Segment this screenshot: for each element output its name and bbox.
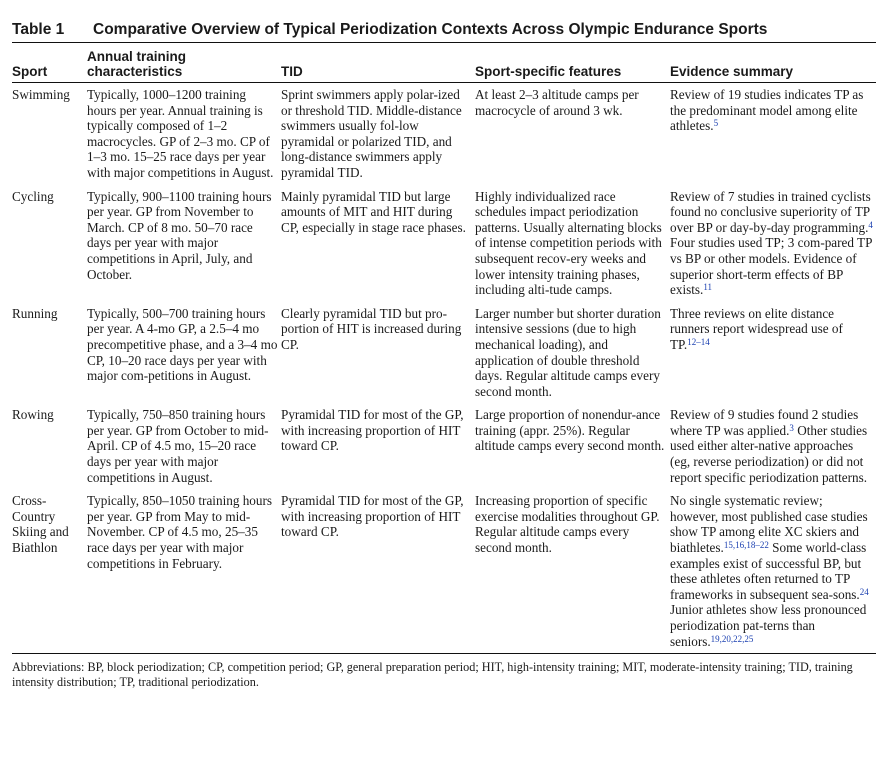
evidence-text: Some world-class examples exist of successful BP, but these athletes often returned to TP frameworks in subsequent sea-sons. xyxy=(670,540,867,602)
reference-link[interactable]: 11 xyxy=(703,282,713,293)
table-body xyxy=(12,83,876,653)
reference-link[interactable]: 12–14 xyxy=(687,336,710,347)
evidence-text: No single systematic review; however, most published case studies show TP among elite XC skiers and biathletes. xyxy=(670,493,868,556)
reference-link[interactable]: 5 xyxy=(713,118,719,129)
reference-link[interactable]: 24 xyxy=(859,586,869,597)
evidence-text: Junior athletes show less pronounced periodization pat-terns than seniors. xyxy=(670,602,867,649)
cell-evidence xyxy=(670,83,876,185)
table-row xyxy=(12,489,876,653)
cell-sport: Swimming xyxy=(12,87,70,102)
cell-tid: Mainly pyramidal TID but large amounts of MIT and HIT during CP, especially in stage race phases. xyxy=(281,188,466,235)
table-row xyxy=(12,185,876,302)
evidence-text: Review of 7 studies in trained cyclists found no conclusive superiority of TP over BP or day-by-day programming. xyxy=(670,188,871,235)
cell-sport: Cycling xyxy=(12,188,54,204)
table-footnote: Abbreviations: BP, block periodization; CP, competition period; GP, general preparation period; HIT, high-intensity training; MIT, moderate-intensity training; TID, training intensity distribution; TP, traditional periodization. xyxy=(12,660,853,690)
cell-evidence xyxy=(670,185,876,302)
cell-features: Increasing proportion of specific exercise modalities throughout GP. Regular altitude camps every second month. xyxy=(475,493,660,556)
cell-features: At least 2–3 altitude camps per macrocycle of around 3 wk. xyxy=(475,87,639,118)
cell-tid: Sprint swimmers apply polar-ized or threshold TID. Middle-distance swimmers usually fol-low pyramidal or polarized TID, and long-distance swimmers apply pyramidal TID. xyxy=(281,87,462,180)
reference-link[interactable]: 4 xyxy=(868,219,873,230)
cell-tid: Clearly pyramidal TID but pro-portion of HIT is increased during CP. xyxy=(281,305,462,352)
reference-link[interactable]: 19,20,22,25 xyxy=(710,633,754,644)
cell-evidence xyxy=(670,489,876,653)
cell-evidence xyxy=(670,403,876,489)
evidence-text: Review of 19 studies indicates TP as the predominant model among elite athletes. xyxy=(670,87,864,134)
cell-evidence xyxy=(670,302,876,404)
cell-tid: Pyramidal TID for most of the GP, with increasing proportion of HIT toward CP. xyxy=(281,407,464,454)
cell-annual: Typically, 900–1100 training hours per year. GP from November to March. CP of 8 mo. 50–70 race days per year with major competitions in April, July, and October. xyxy=(87,188,272,282)
header-sport: Sport xyxy=(12,64,48,79)
header-tid: TID xyxy=(281,64,303,79)
cell-sport: Rowing xyxy=(12,407,54,423)
table-row xyxy=(12,302,876,404)
evidence-text: Three reviews on elite distance runners report widespread use of TP. xyxy=(670,305,843,352)
header-annual: Annual training characteristics xyxy=(87,49,186,79)
table-caption xyxy=(12,18,876,42)
evidence-text: Other studies used either alter-native approaches (eg, reverse periodization) or did not report specific periodization patterns. xyxy=(670,422,868,485)
table-label: Table 1 xyxy=(12,21,65,38)
table-header xyxy=(12,43,876,82)
evidence-text: Review of 9 studies found 2 studies where TP was applied. xyxy=(670,407,859,438)
table-title: Comparative Overview of Typical Periodization Contexts Across Olympic Endurance Sports xyxy=(93,21,768,38)
cell-features: Larger number but shorter duration intensive sessions (due to high mechanical loading), and application of double threshold days. Regular altitude camps every second month. xyxy=(475,305,661,399)
cell-sport: Cross-Country Skiing and Biathlon xyxy=(12,493,69,556)
cell-annual: Typically, 500–700 training hours per year. A 4-mo GP, a 2.5–4 mo precompetitive phase, and a 3–4 mo CP, 10–20 race days per year with major com-petitions in August. xyxy=(87,305,278,384)
header-features: Sport-specific features xyxy=(475,64,622,79)
cell-features: Highly individualized race schedules impact periodization patterns. Usually alternating blocks of intense competition periods with subsequent recov-ery weeks and lower intensity training phases, including alti-tude camps. xyxy=(475,188,662,298)
header-evidence: Evidence summary xyxy=(670,64,794,79)
table-container xyxy=(12,18,876,690)
evidence-text: Four studies used TP; 3 com-pared TP vs BP or other models. Evidence of superior short-term effects of BP exists. xyxy=(670,235,872,298)
cell-annual: Typically, 850–1050 training hours per year. GP from May to mid-November. CP of 4.5 mo, 25–35 race days per year with major competitions in February. xyxy=(87,493,273,571)
reference-link[interactable]: 15,16,18–22 xyxy=(723,540,769,551)
cell-sport: Running xyxy=(12,305,58,321)
table-row xyxy=(12,403,876,489)
cell-annual: Typically, 1000–1200 training hours per year. Annual training is typically composed of 1–2 macrocycles. GP of 2–3 mo. CP of 1–3 mo. 15–25 race days per year with major competitions in August. xyxy=(87,87,274,180)
cell-annual: Typically, 750–850 training hours per year. GP from October to mid-April. CP of 4.5 mo, 15–20 race days per year with major competitions in August. xyxy=(87,407,269,485)
reference-link[interactable]: 3 xyxy=(789,422,794,433)
cell-tid: Pyramidal TID for most of the GP, with increasing proportion of HIT toward CP. xyxy=(281,493,464,540)
cell-features: Large proportion of nonendur-ance training (appr. 25%). Regular altitude camps every second month. xyxy=(475,407,665,454)
table-row xyxy=(12,83,876,185)
